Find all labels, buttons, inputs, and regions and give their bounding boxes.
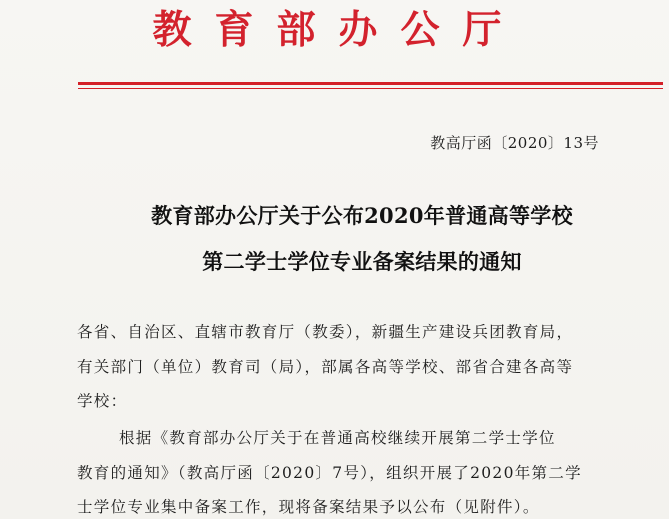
document-number: 教高厅函〔2020〕13号	[430, 134, 599, 152]
document-title-line2: 第二学士学位专业备案结果的通知	[202, 249, 522, 274]
letterhead-rule-thick	[78, 82, 663, 85]
addressee-line-1: 各省、自治区、直辖市教育厅（教委），新疆生产建设兵团教育局，	[77, 323, 574, 341]
letterhead-rule-thin	[78, 88, 663, 89]
letterhead-title: 教育部办公厅	[152, 8, 525, 53]
body-paragraph-line-3: 士学位专业集中备案工作，现将备案结果予以公布（见附件）。	[77, 498, 540, 516]
body-paragraph-line-2: 教育的通知》（教高厅函〔2020〕7号），组织开展了2020年第二学	[77, 464, 582, 482]
document-title-line1: 教育部办公厅关于公布2020年普通高等学校	[151, 203, 573, 228]
addressee-line-2: 有关部门（单位）教育司（局），部属各高等学校、部省合建各高等	[77, 358, 574, 376]
body-paragraph-line-1: 根据《教育部办公厅关于在普通高校继续开展第二学士学位	[119, 429, 556, 447]
addressee-line-3: 学校：	[77, 392, 128, 410]
